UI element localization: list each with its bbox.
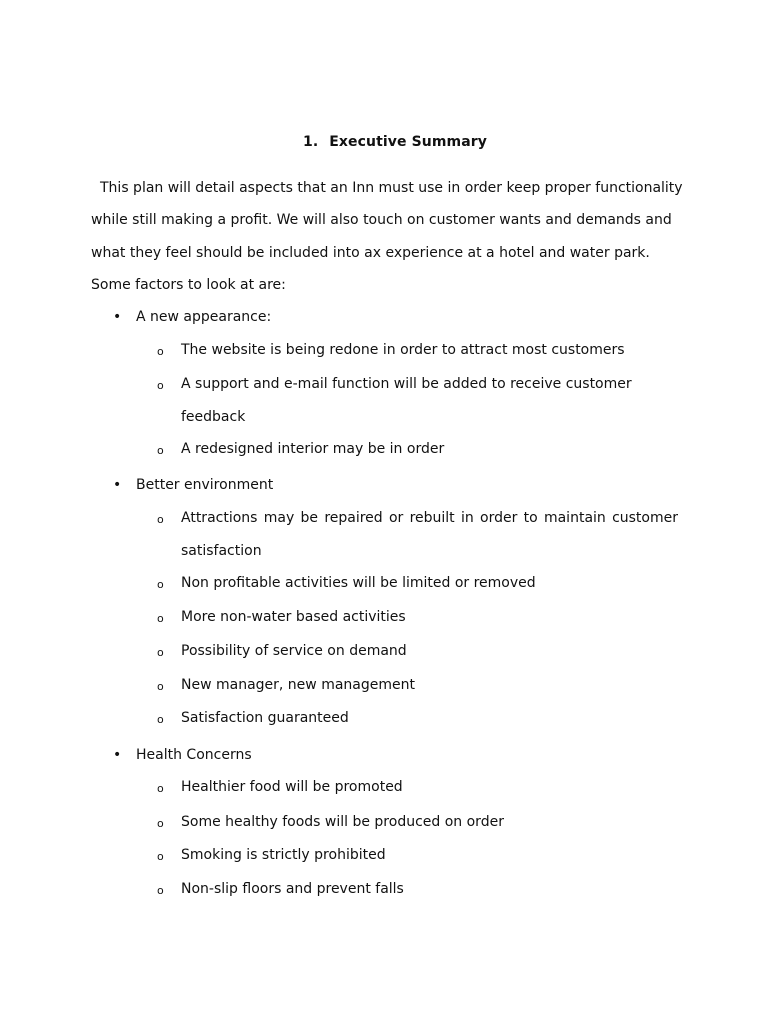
- sub-list-item-text: The website is being redone in order to attract most customers: [181, 342, 625, 358]
- bullet-circle: o: [157, 680, 164, 693]
- sub-list-item: [157, 368, 641, 434]
- sub-list-item: [157, 873, 678, 906]
- sub-list-item-text: A support and e-mail function will be added to receive customer feedback: [181, 376, 632, 425]
- sub-list-item: [157, 669, 678, 702]
- sub-list-item: [157, 771, 678, 804]
- list-item-label: A new appearance:: [136, 309, 272, 325]
- section-heading: [0, 131, 768, 153]
- list-item-label: Better environment: [136, 477, 274, 493]
- sub-list-item-text: Possibility of service on demand: [181, 643, 407, 659]
- intro-line: while still making a profit. We will also touch on customer wants and demands and: [91, 212, 672, 229]
- intro-paragraph: [91, 172, 691, 301]
- sub-list-item: [157, 839, 678, 872]
- sub-list-item: [157, 433, 678, 466]
- bullet-disc: •: [113, 309, 122, 325]
- sub-list-item-text: Satisfaction guaranteed: [181, 710, 349, 726]
- intro-line: Some factors to look at are:: [91, 276, 286, 293]
- sub-list-item-text: Non profitable activities will be limited or removed: [181, 575, 536, 591]
- sub-list-item-text: Non-slip floors and prevent falls: [181, 881, 404, 897]
- bullet-circle: o: [157, 513, 164, 526]
- sub-list-item: [157, 567, 678, 600]
- list-item-health: [113, 744, 252, 766]
- bullet-circle: o: [157, 612, 164, 625]
- sub-list-item-text: New manager, new management: [181, 677, 415, 693]
- bullet-circle: o: [157, 713, 164, 726]
- bullet-circle: o: [157, 646, 164, 659]
- list-item-label: Health Concerns: [136, 747, 252, 763]
- sub-list-item: [157, 502, 678, 568]
- sub-list-item-text: More non-water based activities: [181, 609, 406, 625]
- sub-list-item: [157, 601, 678, 634]
- intro-line: what they feel should be included into ax experience at a hotel and water park.: [91, 244, 650, 261]
- list-item-appearance: [113, 306, 272, 328]
- bullet-circle: o: [157, 884, 164, 897]
- bullet-circle: o: [157, 444, 164, 457]
- sub-list-item: [157, 334, 678, 367]
- bullet-circle: o: [157, 850, 164, 863]
- list-item-environment: [113, 474, 274, 496]
- bullet-circle: o: [157, 782, 164, 795]
- sub-list-item-text: A redesigned interior may be in order: [181, 441, 445, 457]
- bullet-disc: •: [113, 747, 122, 763]
- sub-list-item: [157, 806, 678, 839]
- sub-list-item-text: Healthier food will be promoted: [181, 779, 403, 795]
- sub-list-item: [157, 635, 678, 668]
- bullet-circle: o: [157, 817, 164, 830]
- sub-list-item-text: Smoking is strictly prohibited: [181, 847, 386, 863]
- section-title: Executive Summary: [329, 134, 487, 150]
- bullet-circle: o: [157, 379, 164, 392]
- intro-line: This plan will detail aspects that an Inn must use in order keep proper functionality: [100, 180, 683, 196]
- sub-list-item-text: Attractions may be repaired or rebuilt in order to maintain customer satisfaction: [181, 510, 678, 559]
- bullet-disc: •: [113, 477, 122, 493]
- section-number: 1.: [303, 134, 319, 150]
- bullet-circle: o: [157, 578, 164, 591]
- bullet-circle: o: [157, 345, 164, 358]
- sub-list-item: [157, 702, 678, 735]
- sub-list-item-text: Some healthy foods will be produced on order: [181, 814, 504, 830]
